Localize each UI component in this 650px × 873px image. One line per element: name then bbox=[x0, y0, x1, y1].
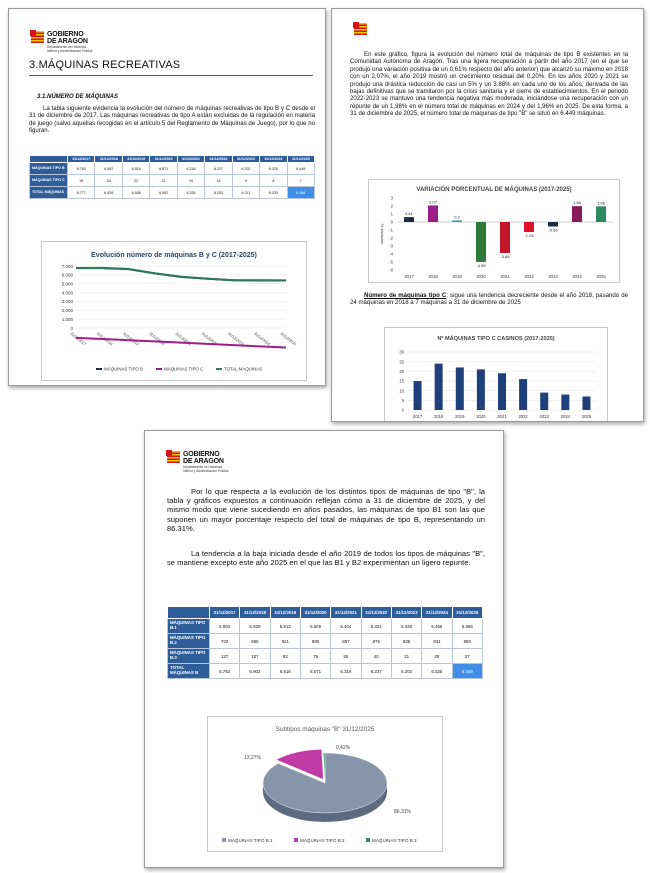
data-label: -4.99 bbox=[476, 262, 486, 268]
section-title: 3.MÁQUINAS RECREATIVAS bbox=[29, 59, 181, 71]
table-row bbox=[30, 175, 315, 187]
x-tick-label: 2021 bbox=[497, 414, 507, 419]
x-tick-label: 31/12/2019 bbox=[121, 331, 140, 347]
y-tick-label: 0 bbox=[70, 325, 73, 331]
table-cell: 6.333 bbox=[260, 187, 287, 199]
series-line-3 bbox=[76, 268, 286, 281]
table-cell: 6.237 bbox=[205, 163, 232, 175]
row-header-cell: MÁQUINAS TIPO B.3 bbox=[168, 649, 210, 664]
y-tick-label: 15 bbox=[399, 378, 404, 384]
table-cell: 40 bbox=[361, 649, 391, 664]
x-tick-label: 31/12/2023 bbox=[226, 331, 245, 347]
table-cell: 5.338 bbox=[391, 619, 421, 634]
logo-subtitle-1: Departamento de Hacienda, bbox=[183, 465, 223, 469]
table-cell: 6.762 bbox=[68, 163, 95, 175]
line-chart-container bbox=[41, 241, 307, 381]
table-cell: 875 bbox=[361, 634, 391, 649]
table-cell: 6.202 bbox=[232, 163, 259, 175]
table-cell: 921 bbox=[270, 634, 300, 649]
data-label: 0.2 bbox=[454, 214, 460, 220]
table-cell: 28 bbox=[422, 649, 452, 664]
document-page-1 bbox=[8, 8, 326, 386]
table-cell: 6.902 bbox=[95, 163, 122, 175]
table-cell: 6.211 bbox=[232, 187, 259, 199]
legend-label: MÁQUINAS TIPO B.3 bbox=[372, 837, 417, 843]
x-tick-label: 2021 bbox=[500, 274, 510, 279]
table-cell: 6.325 bbox=[260, 163, 287, 175]
legend-swatch bbox=[96, 368, 102, 370]
data-label: -0.56 bbox=[548, 227, 558, 233]
x-tick-label: 2022 bbox=[524, 274, 534, 279]
y-tick-label: 2 bbox=[390, 203, 393, 209]
chart-title: Nº MÁQUINAS TIPO C CASINOS (2017-2025) bbox=[437, 336, 555, 342]
table-cell: 6.592 bbox=[150, 187, 177, 199]
x-tick-label: 2018 bbox=[434, 414, 444, 419]
chart-title: VARIACIÓN PORCENTUAL DE MÁQUINAS (2017-2025) bbox=[416, 187, 572, 193]
table-cell: 15 bbox=[68, 175, 95, 187]
subtypes-paragraph: Por lo que respecta a la evolución de los distintos tipos de máquinas de tipo "B", la tabla y gráficos expuestos a continuación reflejan cómo a 31 de diciembre de 2025, y del mismo modo que viene sucediendo en años pasados, las máquinas de tipo B1 son las que suponen un mayor porcentaje respecto del total de máquinas de tipo B, representando un 86.31%. bbox=[167, 487, 485, 533]
bar-2020 bbox=[477, 369, 485, 410]
row-header-cell: MÁQUINAS TIPO C bbox=[30, 175, 68, 187]
legend-swatch bbox=[156, 368, 162, 370]
table-header-cell: 31/12/2020 bbox=[150, 156, 177, 163]
table-cell: 21 bbox=[150, 175, 177, 187]
y-tick-label: 1.000 bbox=[61, 316, 73, 322]
y-axis-label: % variación bbox=[380, 223, 385, 245]
table-cell: 5.404 bbox=[331, 619, 361, 634]
subsection-title: 3.1.NÚMERO DE MÁQUINAS bbox=[37, 94, 119, 100]
table-header-cell: 31/12/2020 bbox=[300, 607, 330, 619]
table-cell: 6.916 bbox=[270, 664, 300, 679]
y-tick-label: 7.000 bbox=[61, 263, 73, 269]
bar-chart-tipo-c-casinos bbox=[385, 328, 607, 422]
table-cell: 76 bbox=[300, 649, 330, 664]
slice-label: 86,31% bbox=[394, 809, 411, 815]
logo-line-1: GOBIERNO bbox=[183, 451, 220, 458]
y-tick-label: -3 bbox=[389, 243, 393, 249]
table-cell: 6.456 bbox=[287, 187, 314, 199]
gobierno-aragon-logo bbox=[31, 31, 92, 53]
table-cell: 6.316 bbox=[331, 664, 361, 679]
table-cell: 5.609 bbox=[300, 619, 330, 634]
document-page-2 bbox=[331, 8, 644, 422]
logo-subtitle-2: Interior y Administración Pública bbox=[183, 469, 229, 474]
legend-label: MÁQUINAS TIPO B bbox=[104, 366, 143, 372]
bar-2018 bbox=[428, 205, 438, 222]
bar-2017 bbox=[404, 217, 414, 222]
row-header-cell: MÁQUINAS TIPO B bbox=[30, 163, 68, 175]
data-label: 0.61 bbox=[405, 211, 413, 217]
table-header-cell bbox=[30, 156, 68, 163]
series-line-1 bbox=[76, 268, 286, 280]
table-header-cell: 31/12/2024 bbox=[260, 156, 287, 163]
table-header-row bbox=[30, 156, 315, 163]
table-cell: 835 bbox=[391, 634, 421, 649]
x-tick-label: 31/12/2022 bbox=[200, 331, 219, 347]
table-cell: 732 bbox=[209, 634, 239, 649]
logo-subtitle-1: Departamento de Hacienda, bbox=[47, 45, 87, 49]
table-cell: 6.571 bbox=[150, 163, 177, 175]
legend-swatch bbox=[222, 838, 226, 842]
bar-2022 bbox=[524, 222, 534, 232]
chart-title: Subtipos máquinas "B" 31/12/2025 bbox=[275, 726, 375, 733]
row-header-cell: TOTAL MÁQUINAS bbox=[30, 187, 68, 199]
table-cell: 5.903 bbox=[209, 619, 239, 634]
table-cell: 7 bbox=[287, 175, 314, 187]
table-cell: 857 bbox=[331, 634, 361, 649]
bar-2024 bbox=[561, 395, 569, 410]
pie-slice-3 bbox=[323, 753, 325, 783]
y-tick-label: -1 bbox=[389, 227, 393, 233]
bar-2025 bbox=[596, 206, 606, 222]
table-cell: 27 bbox=[452, 649, 482, 664]
table-cell: 5.912 bbox=[270, 619, 300, 634]
logo-subtitle-2: Interior y Administración Pública bbox=[47, 49, 93, 54]
pie-chart-container bbox=[207, 716, 443, 852]
table-cell: 6.571 bbox=[300, 664, 330, 679]
bar-2021 bbox=[498, 373, 506, 410]
table-cell: 31 bbox=[391, 649, 421, 664]
table-cell: 24 bbox=[95, 175, 122, 187]
data-label: 1.96 bbox=[597, 200, 605, 206]
legend-label: MÁQUINAS TIPO B.1 bbox=[228, 837, 273, 843]
table-header-row bbox=[168, 607, 483, 619]
x-tick-label: 31/12/2017 bbox=[69, 331, 87, 347]
data-label: -3.88 bbox=[500, 254, 510, 260]
table-header-cell: 31/12/2019 bbox=[270, 607, 300, 619]
table-cell: 6.902 bbox=[240, 664, 270, 679]
table-cell: 6.762 bbox=[209, 664, 239, 679]
slice-label: 13,27% bbox=[244, 755, 261, 761]
machines-b-c-table bbox=[29, 155, 315, 199]
bar-2017 bbox=[414, 381, 422, 410]
tipo-c-text: : sigue una tendencia decreciente desde el año 2018, pasando de 24 máquinas en 2018 a 7 máquinas a 31 de diciembre de 2025 bbox=[350, 292, 628, 307]
table-cell: 831 bbox=[422, 634, 452, 649]
x-tick-label: 2024 bbox=[572, 274, 582, 279]
intro-paragraph: La tabla siguiente evidencia la evolución del número de máquinas recreativas de tipo B y C desde el 31 de diciembre de 2017. Las máquinas recreativas de tipo A están excluidas de la regulación en materia de juego (salvo aquellas recogidas en el artículo 5 del Reglamento de Máquinas de Juego), por lo que no figuran. bbox=[29, 105, 315, 135]
table-row bbox=[30, 163, 315, 175]
x-tick-label: 2020 bbox=[476, 414, 486, 419]
x-tick-label: 2017 bbox=[404, 274, 414, 279]
data-label: -1.25 bbox=[524, 233, 534, 238]
table-cell: 6.449 bbox=[287, 163, 314, 175]
row-header-cell: MÁQUINAS TIPO B.2 bbox=[168, 634, 210, 649]
table-header-cell: 31/12/2023 bbox=[232, 156, 259, 163]
variation-paragraph: En este gráfico, figura la evolución del número total de máquinas de tipo B existentes en la Comunidad Autónoma de Aragón. Tras una ligera recuperación a partir del año 2017 (en el que se produjo una variación positiva de un 0,61% respecto del año anterior) que alcanzó su máximo en 2018 con un 2,07%, el año 2019 mostró un crecimiento residual del 0,20%. En los años 2020 y 2021 se produjo una drástica reducción de casi un 5% y un 3.88% en cada uno de los años, derivada de las bajas definitivas que se tramitaron por la crisis sanitaria y el cierre de establecimientos. En el periodo 2022-2023 se mantuvo una tendencia negativa más moderada, iniciándose una recuperación con un repunte de un 1,98% en el número total de máquinas en 2024 y del 1,96% en 2025. De esta forma, a 31 de diciembre de 2025, el número total de máquinas de tipo "B" se situó en 6.449 máquinas. bbox=[350, 51, 628, 118]
table-cell: 6.449 bbox=[452, 664, 482, 679]
data-label: 1.98 bbox=[573, 200, 581, 206]
y-tick-label: 1 bbox=[390, 211, 393, 217]
table-row bbox=[168, 649, 483, 664]
y-tick-label: -4 bbox=[389, 251, 393, 257]
bar-2024 bbox=[572, 206, 582, 222]
table-cell: 127 bbox=[209, 649, 239, 664]
bar-2018 bbox=[435, 364, 443, 410]
y-tick-label: 6.000 bbox=[61, 272, 73, 278]
table-header-cell: 31/12/2017 bbox=[68, 156, 95, 163]
bar-2022 bbox=[519, 379, 527, 410]
x-tick-label: 31/12/2024 bbox=[253, 331, 271, 347]
x-tick-label: 2022 bbox=[518, 414, 528, 419]
data-label: 2.07 bbox=[429, 199, 437, 205]
x-tick-label: 2024 bbox=[560, 414, 570, 419]
table-cell: 22 bbox=[122, 175, 149, 187]
legend-swatch bbox=[216, 368, 222, 370]
y-tick-label: -5 bbox=[389, 259, 393, 265]
y-tick-label: 0 bbox=[390, 219, 393, 225]
table-cell: 6.916 bbox=[122, 163, 149, 175]
bar-chart-casinos-container bbox=[384, 327, 608, 422]
tipo-c-paragraph bbox=[350, 292, 628, 307]
y-tick-label: -2 bbox=[389, 235, 393, 241]
table-cell: 5.929 bbox=[240, 619, 270, 634]
y-tick-label: 25 bbox=[399, 359, 404, 365]
table-row bbox=[168, 619, 483, 634]
table-cell: 5.566 bbox=[452, 619, 482, 634]
table-header-cell: 31/12/2018 bbox=[95, 156, 122, 163]
line-chart-evolution bbox=[42, 242, 306, 380]
table-header-cell: 31/12/2025 bbox=[452, 607, 482, 619]
table-cell: 6.237 bbox=[361, 664, 391, 679]
x-tick-label: 31/12/2018 bbox=[95, 331, 114, 347]
x-tick-label: 31/12/2021 bbox=[174, 331, 192, 347]
logo-line-2: DE ARAGON bbox=[183, 458, 224, 465]
trend-paragraph: La tendencia a la baja iniciada desde el año 2019 de todos los tipos de máquinas "B", se mantiene excepto este año 2025 en el que las B1 y B2 experimentan un ligero repunte. bbox=[167, 549, 485, 568]
aragon-flag-icon bbox=[167, 451, 180, 463]
legend-label: TOTAL MÁQUINAS bbox=[224, 366, 263, 372]
y-tick-label: -6 bbox=[389, 267, 393, 273]
x-tick-label: 2019 bbox=[455, 414, 465, 419]
table-header-cell: 31/12/2025 bbox=[287, 156, 314, 163]
y-tick-label: 4.000 bbox=[61, 290, 73, 296]
table-cell: 866 bbox=[240, 634, 270, 649]
table-cell: 6.777 bbox=[68, 187, 95, 199]
table-header-cell: 31/12/2022 bbox=[205, 156, 232, 163]
table-header-cell: 31/12/2023 bbox=[391, 607, 421, 619]
table-cell: 856 bbox=[452, 634, 482, 649]
pie-chart-subtypes-b bbox=[208, 717, 442, 851]
table-cell: 6.202 bbox=[391, 664, 421, 679]
bar-2021 bbox=[500, 222, 510, 253]
bar-chart-variation-container bbox=[368, 179, 620, 283]
table-row bbox=[30, 187, 315, 199]
x-tick-label: 2025 bbox=[596, 274, 606, 279]
bar-2019 bbox=[456, 367, 464, 410]
tipo-c-label: Número de máquinas tipo C bbox=[364, 292, 447, 299]
y-tick-label: 30 bbox=[399, 349, 404, 355]
table-header-cell: 31/12/2019 bbox=[122, 156, 149, 163]
table-cell: 107 bbox=[240, 649, 270, 664]
x-tick-label: 2019 bbox=[452, 274, 462, 279]
table-cell: 6.325 bbox=[422, 664, 452, 679]
legend-swatch bbox=[294, 838, 298, 842]
bar-2025 bbox=[582, 396, 590, 410]
table-cell: 6.253 bbox=[205, 187, 232, 199]
document-page-3 bbox=[144, 430, 504, 868]
table-cell: 55 bbox=[331, 649, 361, 664]
table-cell: 83 bbox=[270, 649, 300, 664]
slice-label: 0,42% bbox=[336, 745, 351, 751]
aragon-flag-icon bbox=[354, 23, 367, 35]
y-tick-label: 3 bbox=[390, 195, 393, 201]
row-header-cell: TOTAL MÁQUINAS B bbox=[168, 664, 210, 679]
table-cell: 6.335 bbox=[177, 187, 204, 199]
section-divider bbox=[29, 75, 313, 76]
y-tick-label: 3.000 bbox=[61, 299, 73, 305]
y-tick-label: 0 bbox=[401, 407, 404, 413]
table-cell: 8 bbox=[260, 175, 287, 187]
x-tick-label: 31/12/2020 bbox=[148, 331, 166, 347]
legend-label: MÁQUINAS TIPO C bbox=[164, 366, 204, 372]
aragon-flag-icon bbox=[31, 31, 44, 43]
x-tick-label: 2017 bbox=[412, 414, 423, 419]
table-header-cell: 31/12/2017 bbox=[209, 607, 239, 619]
table-row bbox=[168, 664, 483, 679]
gobierno-aragon-logo bbox=[167, 451, 228, 473]
y-tick-label: 20 bbox=[399, 368, 404, 374]
table-cell: 6.316 bbox=[177, 163, 204, 175]
table-cell: 6.938 bbox=[122, 187, 149, 199]
table-header-cell bbox=[168, 607, 210, 619]
machines-b-subtypes-table bbox=[167, 606, 483, 679]
logo-line-2: DE ARAGON bbox=[47, 38, 88, 45]
y-tick-label: 10 bbox=[399, 388, 404, 394]
chart-title: Evolución número de máquinas B y C (2017-2025) bbox=[91, 252, 257, 259]
table-cell: 5.322 bbox=[361, 619, 391, 634]
table-row bbox=[168, 634, 483, 649]
x-tick-label: 2018 bbox=[428, 274, 438, 279]
legend-swatch bbox=[366, 838, 370, 842]
table-header-cell: 31/12/2018 bbox=[240, 607, 270, 619]
bar-chart-percentage-variation bbox=[369, 180, 619, 282]
table-header-cell: 31/12/2024 bbox=[422, 607, 452, 619]
bar-2023 bbox=[548, 222, 558, 226]
x-tick-label: 2023 bbox=[548, 274, 558, 279]
bar-2020 bbox=[476, 222, 486, 262]
y-tick-label: 5 bbox=[401, 397, 404, 403]
table-cell: 886 bbox=[300, 634, 330, 649]
y-tick-label: 2.000 bbox=[61, 308, 73, 314]
x-tick-label: 31/12/2025 bbox=[279, 331, 297, 347]
table-cell: 19 bbox=[177, 175, 204, 187]
row-header-cell: MÁQUINAS TIPO B.1 bbox=[168, 619, 210, 634]
table-cell: 9 bbox=[232, 175, 259, 187]
legend-label: MÁQUINAS TIPO B.2 bbox=[300, 837, 345, 843]
table-header-cell: 31/12/2021 bbox=[331, 607, 361, 619]
x-tick-label: 2023 bbox=[539, 414, 549, 419]
table-header-cell: 31/12/2022 bbox=[361, 607, 391, 619]
table-cell: 16 bbox=[205, 175, 232, 187]
aragon-logo-small bbox=[354, 23, 367, 35]
bar-2023 bbox=[540, 393, 548, 410]
table-cell: 5.466 bbox=[422, 619, 452, 634]
table-header-cell: 31/12/2021 bbox=[177, 156, 204, 163]
x-tick-label: 2020 bbox=[476, 274, 486, 279]
bar-2019 bbox=[452, 220, 462, 222]
logo-line-1: GOBIERNO bbox=[47, 31, 84, 38]
x-tick-label: 2025 bbox=[581, 414, 592, 419]
y-tick-label: 5.000 bbox=[61, 281, 73, 287]
table-cell: 6.926 bbox=[95, 187, 122, 199]
